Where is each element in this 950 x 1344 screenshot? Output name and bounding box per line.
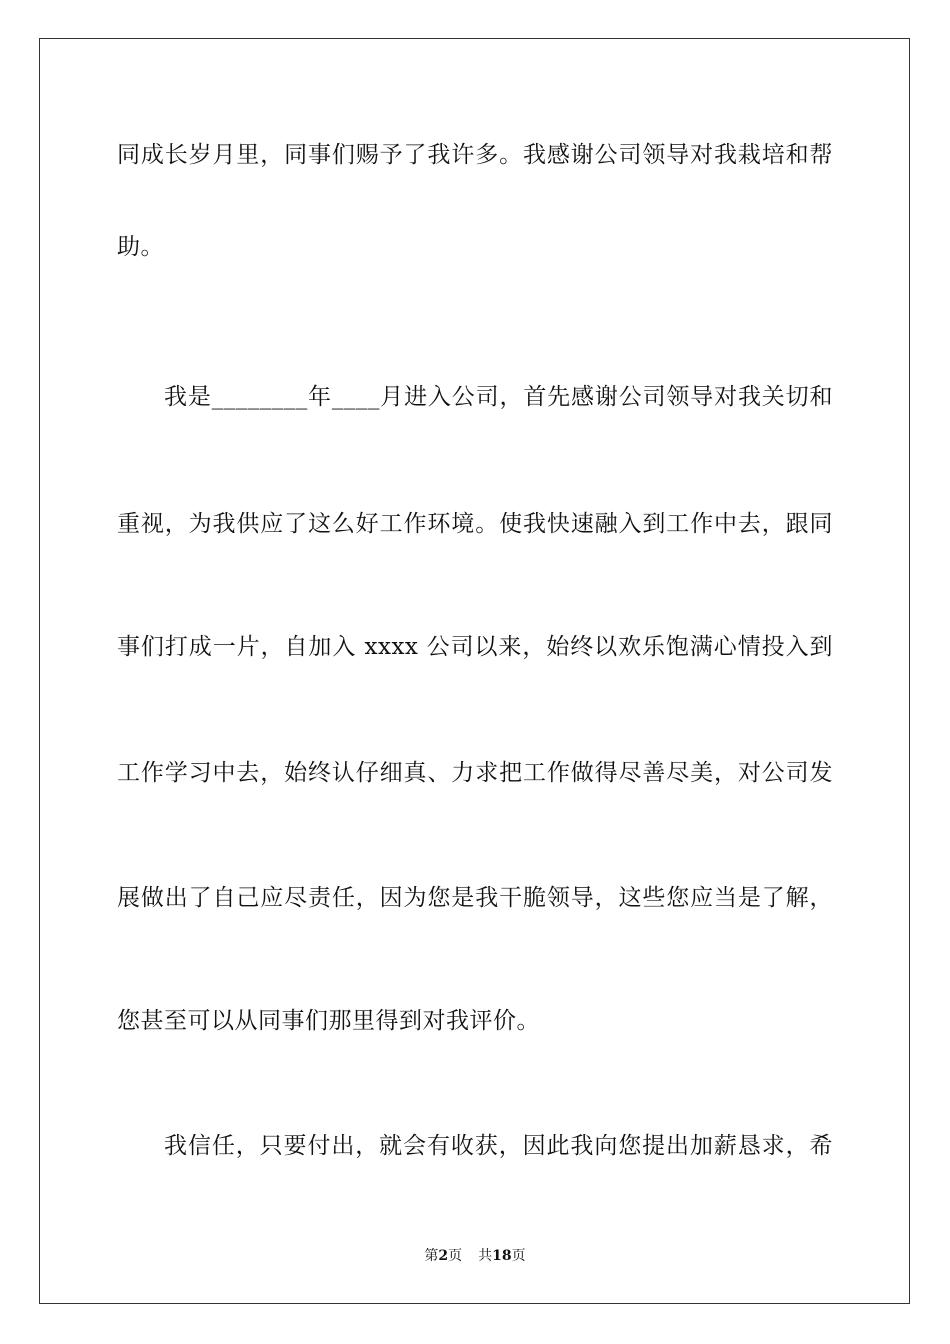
text-line-5: 事们打成一片，自加入 xxxx 公司以来，始终以欢乐饱满心情投入到 [117, 634, 833, 660]
total-label-prefix: 共 [478, 1248, 493, 1264]
page-border [39, 38, 910, 1304]
text-line-4: 重视，为我供应了这么好工作环境。使我快速融入到工作中去，跟同 [117, 511, 833, 537]
page-label-prefix: 第 [424, 1248, 439, 1264]
text-line-6: 工作学习中去，始终认仔细真、力求把工作做得尽善尽美，对公司发 [117, 760, 833, 786]
text-line-2: 助。 [117, 234, 164, 260]
text-line-7: 展做出了自己应尽责任，因为您是我干脆领导，这些您应当是了解， [117, 885, 833, 911]
text-line-3: 我是________年____月进入公司，首先感谢公司领导对我关切和 [164, 384, 833, 410]
text-line-8: 您甚至可以从同事们那里得到对我评价。 [117, 1008, 540, 1034]
page-label-suffix: 页 [448, 1248, 463, 1264]
current-page-number: 2 [438, 1248, 449, 1264]
page-footer [0, 1247, 950, 1265]
total-label-suffix: 页 [511, 1248, 526, 1264]
text-line-9: 我信任，只要付出，就会有收获，因此我向您提出加薪恳求，希 [164, 1133, 833, 1159]
text-line-1: 同成长岁月里，同事们赐予了我许多。我感谢公司领导对我栽培和帮 [117, 142, 833, 168]
total-page-number: 18 [492, 1248, 512, 1264]
